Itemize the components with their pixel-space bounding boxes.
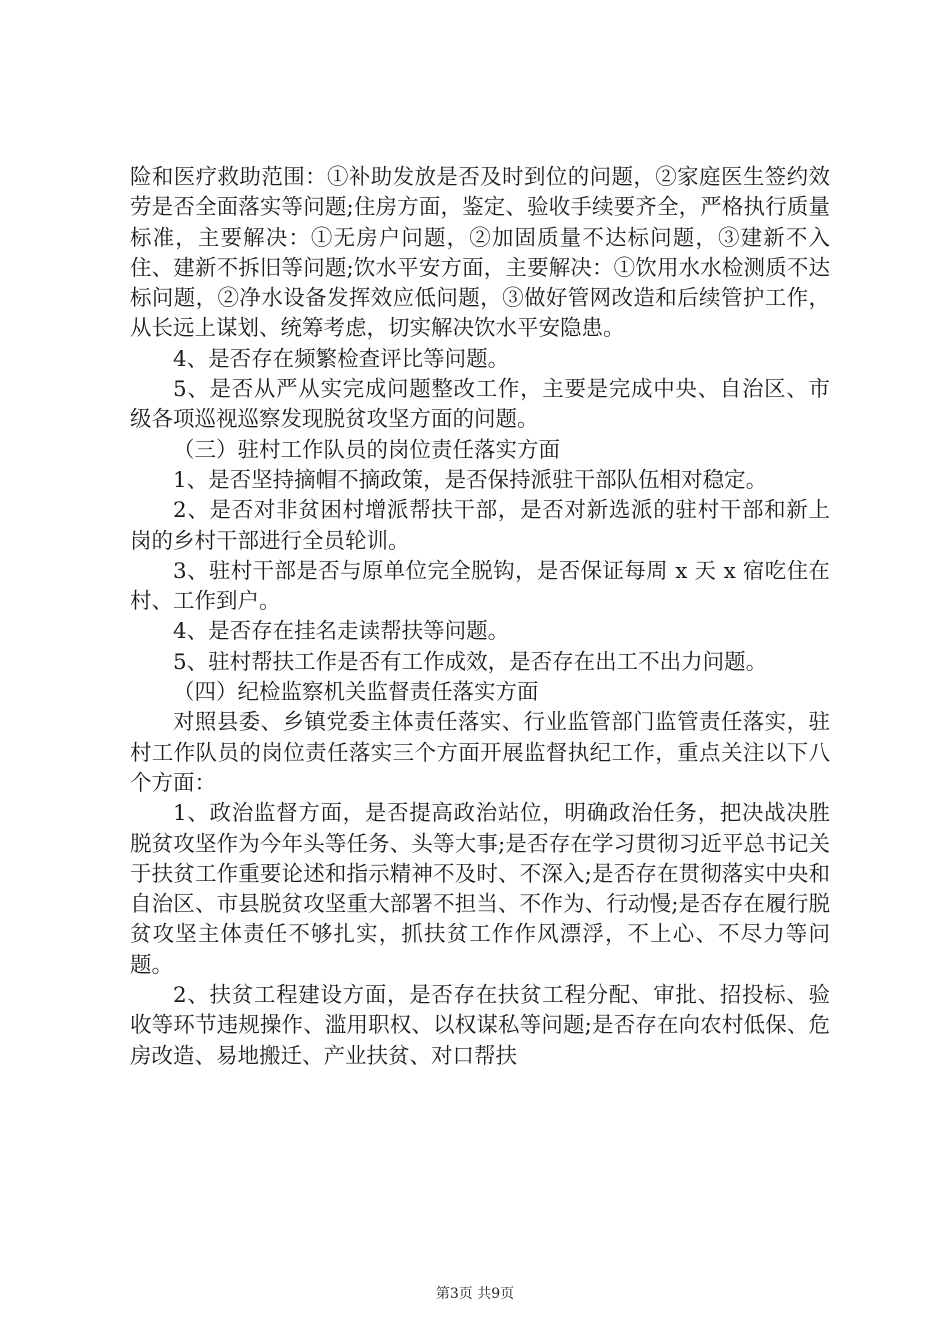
paragraph: 1、政治监督方面，是否提高政治站位，明确政治任务，把决战决胜脱贫攻坚作为今年头等任务、头等大事;是否存在学习贯彻习近平总书记关于扶贫工作重要论述和指示精神不及时、不深入;是否存在贯彻落实中央和自治区、市县脱贫攻坚重大部署不担当、不作为、行动慢;是否存在履行脱贫攻坚主体责任不够扎实，抓扶贫工作作风漂浮，不上心、不尽力等问题。: [130, 801, 830, 978]
paragraph: 1、是否坚持摘帽不摘政策，是否保持派驻干部队伍相对稳定。: [173, 467, 768, 493]
section-heading: （四）纪检监察机关监督责任落实方面: [173, 680, 539, 706]
section-heading: （三）驻村工作队员的岗位责任落实方面: [173, 437, 561, 463]
paragraph: 对照县委、乡镇党委主体责任落实、行业监管部门监管责任落实，驻村工作队员的岗位责任落实三个方面开展监督执纪工作，重点关注以下八个方面：: [130, 710, 830, 796]
paragraph: 2、扶贫工程建设方面，是否存在扶贫工程分配、审批、招投标、验收等环节违规操作、滥用职权、以权谋私等问题;是否存在向农村低保、危房改造、易地搬迁、产业扶贫、对口帮扶: [130, 983, 830, 1069]
paragraph: 5、驻村帮扶工作是否有工作成效，是否存在出工不出力问题。: [173, 649, 768, 675]
paragraph: 3、驻村干部是否与原单位完全脱钩，是否保证每周 x 天 x 宿吃住在村、工作到户。: [130, 558, 830, 615]
document-body: [130, 163, 830, 1072]
paragraph: 2、是否对非贫困村增派帮扶干部，是否对新选派的驻村干部和新上岗的乡村干部进行全员轮训。: [130, 498, 830, 554]
paragraph: 4、是否存在挂名走读帮扶等问题。: [173, 619, 510, 645]
page-number-footer: 第3页 共9页: [435, 1286, 515, 1302]
paragraph: 5、是否从严从实完成问题整改工作，主要是完成中央、自治区、市级各项巡视巡察发现脱贫攻坚方面的问题。: [130, 377, 830, 433]
paragraph: 险和医疗救助范围：①补助发放是否及时到位的问题，②家庭医生签约效劳是否全面落实等问题;住房方面，鉴定、验收手续要齐全，严格执行质量标准，主要解决：①无房户问题，②加固质量不达标问题，③建新不入住、建新不拆旧等问题;饮水平安方面，主要解决：①饮用水水检测质不达标问题，②净水设备发挥效应低问题，③做好管网改造和后续管护工作，从长远上谋划、统筹考虑，切实解决饮水平安隐患。: [130, 165, 830, 342]
paragraph: 4、是否存在频繁检查评比等问题。: [173, 346, 510, 372]
